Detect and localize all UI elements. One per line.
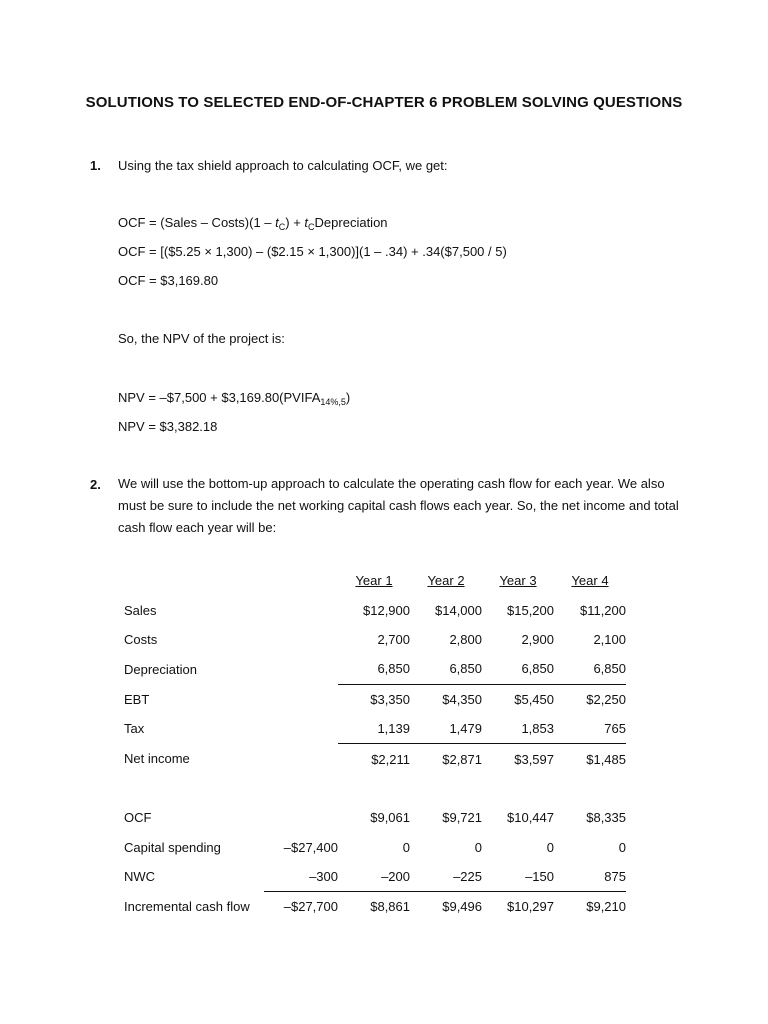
cell-year-2: $14,000 <box>435 602 482 618</box>
cell-year-2: 6,850 <box>449 661 482 677</box>
cell-year-3: 2,900 <box>521 631 554 647</box>
cell-year-1: 2,700 <box>377 631 410 647</box>
table-row <box>124 744 626 774</box>
cell-year-1: $8,861 <box>338 892 410 922</box>
cell-year-3: –150 <box>525 869 554 885</box>
tax-rate-subscript: C <box>278 222 286 232</box>
question-1-intro: Using the tax shield approach to calculating OCF, we get: <box>118 158 448 173</box>
cell-year-4: 0 <box>618 839 626 855</box>
row-label: EBT <box>124 691 150 707</box>
cell-year-1: –200 <box>381 869 410 885</box>
row-label: OCF <box>124 810 152 826</box>
question-1-number: 1. <box>90 158 101 173</box>
cell-year-3: $15,200 <box>507 602 554 618</box>
cell-year-0 <box>264 654 338 684</box>
cell-year-2: 2,800 <box>449 631 482 647</box>
pvifa-subscript: 14%,5 <box>320 397 346 407</box>
cell-year-2: 1,479 <box>449 721 482 737</box>
cell-year-3: 1,853 <box>521 721 554 737</box>
header-year-1: Year 1 <box>355 573 393 589</box>
row-label: Capital spending <box>124 839 221 855</box>
cell-year-1: 6,850 <box>377 661 410 677</box>
cell-year-2: $2,871 <box>410 744 482 774</box>
ocf-result: OCF = $3,169.80 <box>118 273 219 288</box>
cell-year-2: $9,496 <box>410 892 482 922</box>
table-row <box>124 714 626 744</box>
cell-year-4: 6,850 <box>593 661 626 677</box>
cell-year-4: $11,200 <box>579 602 626 618</box>
table-row <box>124 684 626 714</box>
cell-year-0: –$27,400 <box>283 839 338 855</box>
ocf-formula-part-c: Depreciation <box>314 215 388 230</box>
ocf-formula <box>118 215 388 232</box>
row-label: Costs <box>124 631 158 647</box>
cell-year-2: $4,350 <box>410 684 482 714</box>
row-label: Tax <box>124 721 145 737</box>
row-label: Sales <box>124 602 157 618</box>
npv-result: NPV = $3,382.18 <box>118 419 218 434</box>
cell-year-2: 0 <box>474 839 482 855</box>
cell-year-0 <box>264 625 338 654</box>
cell-year-1: $9,061 <box>370 810 410 826</box>
cell-year-4: $1,485 <box>554 744 626 774</box>
question-2-number: 2. <box>90 477 101 492</box>
cell-year-2: –225 <box>453 869 482 885</box>
cell-year-1: 0 <box>402 839 410 855</box>
tax-rate-symbol: t <box>275 215 279 230</box>
cell-year-3: 0 <box>546 839 554 855</box>
cell-year-2: $9,721 <box>442 810 482 826</box>
cell-year-4: 765 <box>604 721 626 737</box>
row-label: Depreciation <box>124 661 197 677</box>
table-header-row <box>124 566 626 595</box>
row-label: Net income <box>124 751 190 767</box>
header-year-3: Year 3 <box>499 573 537 589</box>
tax-rate-subscript-2: C <box>308 222 315 232</box>
question-2-text: We will use the bottom-up approach to calculate the operating cash flow for each year. We also must be sure to include the net working capital cash flows each year. So, the net income and total cash flow each year will be: <box>118 476 679 535</box>
cell-year-4: $2,250 <box>554 684 626 714</box>
table-row <box>124 595 626 624</box>
npv-formula-part-b: ) <box>345 390 351 405</box>
cash-flow-table <box>124 566 626 922</box>
table-row <box>124 803 626 832</box>
header-year-4: Year 4 <box>571 573 609 589</box>
tax-rate-symbol-2: t <box>304 215 309 230</box>
cell-year-0 <box>264 744 338 774</box>
ocf-formula-part-a: OCF = (Sales – Costs)(1 – <box>118 215 276 230</box>
cell-year-1: 1,139 <box>377 721 410 737</box>
npv-formula <box>118 390 350 407</box>
header-year-2: Year 2 <box>427 573 465 589</box>
table-row <box>124 862 626 892</box>
table-spacer <box>124 774 626 803</box>
ocf-formula-part-b: ) + <box>285 215 305 230</box>
table-row <box>124 654 626 684</box>
cell-year-0 <box>264 714 338 744</box>
cell-year-1: $2,211 <box>338 744 410 774</box>
cell-year-0 <box>264 595 338 624</box>
row-label: Incremental cash flow <box>124 899 250 915</box>
cell-year-1: $12,900 <box>363 602 410 618</box>
cell-year-3: $5,450 <box>482 684 554 714</box>
cell-year-3: $3,597 <box>482 744 554 774</box>
npv-intro: So, the NPV of the project is: <box>118 331 285 346</box>
cell-year-0: –300 <box>309 869 338 885</box>
table-row <box>124 833 626 862</box>
cell-year-1: $3,350 <box>338 684 410 714</box>
cell-year-0: –$27,700 <box>264 892 338 922</box>
ocf-computation: OCF = [($5.25 × 1,300) – ($2.15 × 1,300)](1 – .34) + .34($7,500 / 5) <box>118 244 507 259</box>
cell-year-4: $9,210 <box>554 892 626 922</box>
npv-formula-part-a: NPV = –$7,500 + $3,169.80(PVIFA <box>118 390 321 405</box>
table-row <box>124 625 626 654</box>
cell-year-0 <box>264 803 338 832</box>
cell-year-3: $10,447 <box>507 810 554 826</box>
page-title: SOLUTIONS TO SELECTED END-OF-CHAPTER 6 PROBLEM SOLVING QUESTIONS <box>85 94 683 111</box>
cell-year-4: 2,100 <box>593 631 626 647</box>
row-label: NWC <box>124 869 156 885</box>
cell-year-4: $8,335 <box>586 810 626 826</box>
cell-year-4: 875 <box>604 869 626 885</box>
cell-year-3: $10,297 <box>482 892 554 922</box>
cell-year-3: 6,850 <box>521 661 554 677</box>
table-row <box>124 892 626 922</box>
cell-year-0 <box>264 684 338 714</box>
